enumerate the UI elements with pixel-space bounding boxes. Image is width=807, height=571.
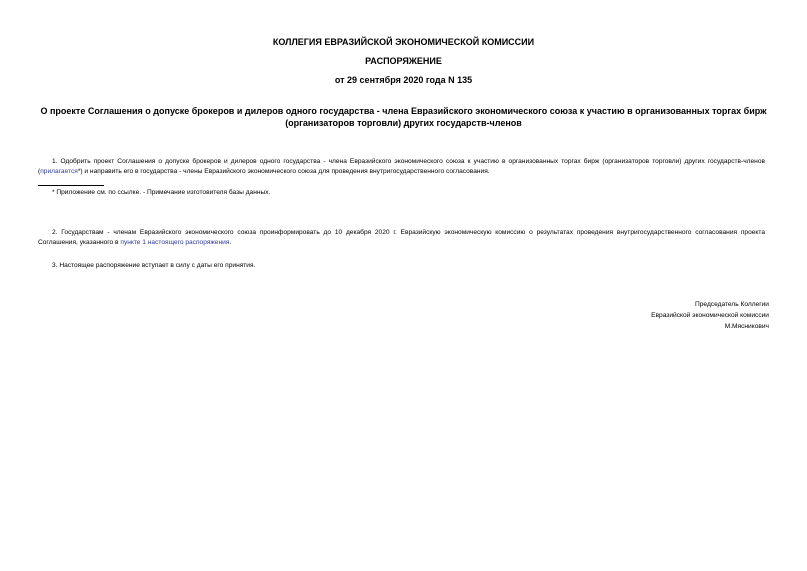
signature-position: Председатель Коллегии	[695, 301, 769, 308]
document-title: О проекте Соглашения о допуске брокеров и дилеров одного государства - члена Евразийского экономического союза к участию в организованных торгах бирж (организаторов торговли) других государств-членов	[40, 106, 767, 128]
signature-organization: Евразийской экономической комиссии	[651, 312, 769, 319]
paragraph-1-tail: *) и направить его в государства - члены Евразийского экономического союза для проведения внутригосударственного согласования.	[77, 167, 490, 175]
paragraph-1-text: 1. Одобрить проект Соглашения о допуске брокеров и дилеров одного государства - члена Евразийского экономического союза к участию в организованных торгах бирж (организаторов торговли) других государств-членов (	[38, 158, 765, 175]
paragraph-2-text: 2. Государствам - членам Евразийского экономического союза проинформировать до 10 декабря 2020 г. Евразийскую экономическую комиссию о результатах проведения внутригосударственного согласования проекта Соглашения, указанного в	[38, 229, 765, 246]
attachment-link[interactable]: прилагается	[40, 167, 78, 175]
org-heading: КОЛЛЕГИЯ ЕВРАЗИЙСКОЙ ЭКОНОМИЧЕСКОЙ КОМИССИИ	[272, 37, 535, 47]
signature-name: М.Мясникович	[724, 323, 769, 330]
doc-type-heading: РАСПОРЯЖЕНИЕ	[365, 56, 442, 66]
paragraph-1	[38, 157, 765, 176]
footnote: * Приложение см. по ссылке. - Примечание изготовителя базы данных.	[52, 189, 271, 196]
date-number: от 29 сентября 2020 года N 135	[334, 75, 473, 85]
paragraph-2-tail: .	[229, 238, 232, 246]
paragraph-2	[38, 228, 765, 247]
paragraph-3	[38, 261, 765, 271]
paragraph-3-text: 3. Настоящее распоряжение вступает в силу с даты его принятия.	[52, 262, 256, 269]
footnote-divider	[38, 185, 104, 186]
clause-1-link[interactable]: пункте 1 настоящего распоряжения	[120, 238, 230, 246]
